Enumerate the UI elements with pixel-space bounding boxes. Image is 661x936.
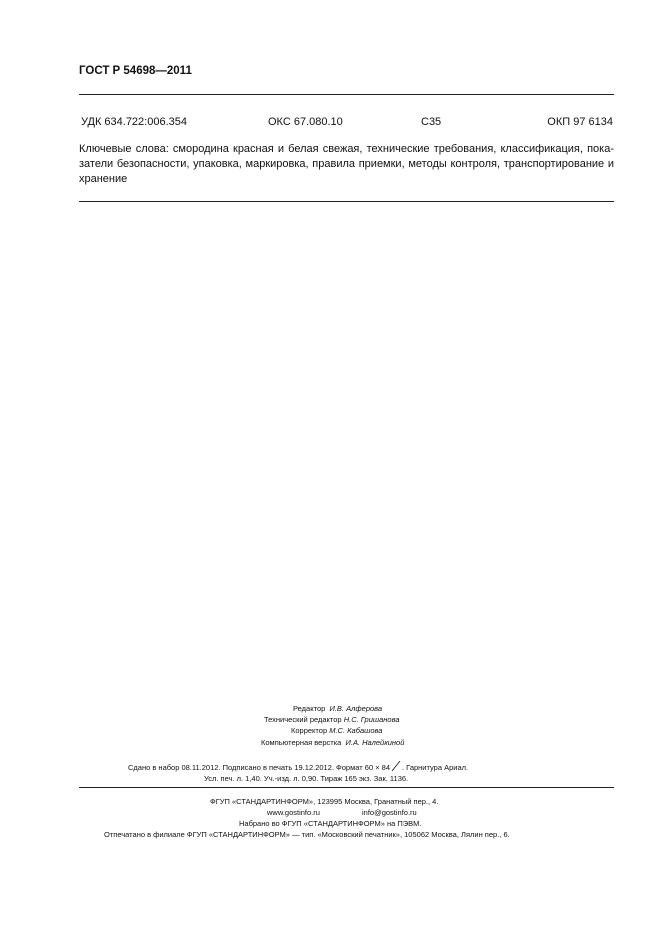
- layout-credit: [261, 737, 404, 748]
- keywords-rule: [79, 201, 614, 202]
- document-code: ГОСТ Р 54698—2011: [79, 65, 192, 77]
- layout-name: И.А. Налейкиной: [345, 738, 405, 747]
- format-fraction: [390, 762, 402, 771]
- udk-code: УДК 634.722:006.354: [81, 116, 187, 128]
- classification-row: [81, 116, 613, 130]
- keywords-line-1: Ключевые слова: смородина красная и белая свежая, технические требования, классификация, пока-: [79, 143, 614, 155]
- okp-code: ОКП 97 6134: [547, 116, 613, 128]
- editor-label: Редактор: [293, 704, 326, 713]
- keywords-paragraph: [79, 142, 614, 187]
- print-info-line-1: [128, 762, 468, 773]
- publisher-email: info@gostinfo.ru: [362, 808, 417, 817]
- layout-label: Компьютерная верстка: [261, 738, 342, 747]
- header-rule: [79, 94, 614, 95]
- group-code: С35: [421, 116, 442, 128]
- tech-editor-name: Н.С. Гришанова: [343, 715, 400, 724]
- corrector-credit: [291, 725, 382, 736]
- print-info-line-2: Усл. печ. л. 1,40. Уч.-изд. л. 0,90. Тираж 165 экз. Зак. 1136.: [204, 774, 409, 783]
- oks-code: ОКС 67.080.10: [268, 116, 343, 128]
- publisher-website: www.gostinfo.ru: [267, 808, 320, 817]
- print-info-dates: Сдано в набор 08.11.2012. Подписано в печать 19.12.2012. Формат 60 × 84: [128, 763, 391, 772]
- print-info-font: . Гарнитура Ариал.: [402, 763, 469, 772]
- publisher-address: ФГУП «СТАНДАРТИНФОРМ», 123995 Москва, Гранатный пер., 4.: [210, 797, 439, 806]
- keywords-line-3: хранение: [79, 173, 128, 185]
- editor-name: И.В. Алферова: [329, 704, 383, 713]
- tech-editor-label: Технический редактор: [264, 715, 342, 724]
- keywords-line-2: затели безопасности, упаковка, маркировка, правила приемки, методы контроля, транспортирование и: [79, 158, 614, 170]
- printing-note: Отпечатано в филиале ФГУП «СТАНДАРТИНФОРМ» — тип. «Московский печатник», 105062 Москва, Лялин пер., 6.: [104, 830, 510, 839]
- typesetting-note: Набрано во ФГУП «СТАНДАРТИНФОРМ» на ПЭВМ.: [239, 819, 422, 828]
- imprint-rule: [79, 787, 614, 788]
- corrector-label: Корректор: [291, 726, 328, 735]
- tech-editor-credit: [264, 714, 400, 725]
- corrector-name: М.С. Кабашова: [329, 726, 383, 735]
- editor-credit: [293, 703, 382, 714]
